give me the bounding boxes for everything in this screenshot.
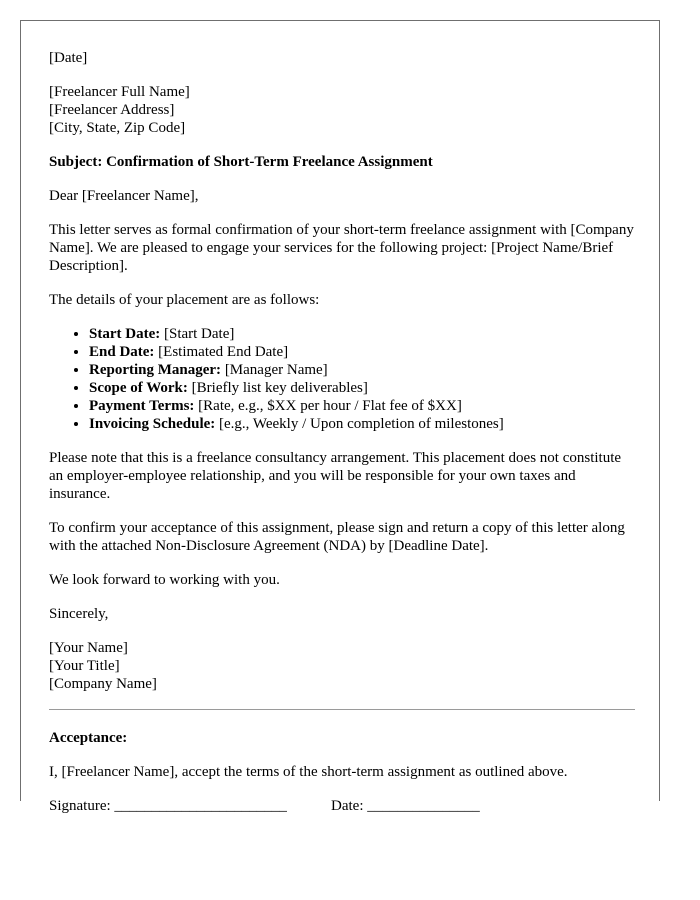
- sender-title: [Your Title]: [49, 658, 120, 674]
- sender-block: [49, 639, 635, 693]
- section-divider: [49, 709, 635, 710]
- term-value: [Start Date]: [160, 326, 235, 342]
- confirmation-paragraph: To confirm your acceptance of this assignment, please sign and return a copy of this letter along with the attached Non-Disclosure Agreement (NDA) by [Deadline Date].: [49, 520, 625, 554]
- details-intro: The details of your placement are as follows:: [49, 292, 320, 308]
- term-label: Start Date:: [89, 326, 161, 342]
- term-label: Payment Terms:: [89, 398, 195, 414]
- term-reporting-manager: [89, 361, 635, 379]
- term-value: [Manager Name]: [221, 362, 328, 378]
- recipient-name: [Freelancer Full Name]: [49, 84, 190, 100]
- term-end-date: [89, 343, 635, 361]
- acceptance-statement: I, [Freelancer Name], accept the terms of the short-term assignment as outlined above.: [49, 764, 568, 780]
- date-label: Date: _______________: [331, 798, 480, 814]
- sign-off: Sincerely,: [49, 606, 109, 622]
- letter-date: [Date]: [49, 50, 88, 66]
- signature-label: Signature: _______________________: [49, 798, 287, 814]
- recipient-city-state-zip: [City, State, Zip Code]: [49, 120, 186, 136]
- term-value: [Rate, e.g., $XX per hour / Flat fee of $XX]: [194, 398, 462, 414]
- sender-name: [Your Name]: [49, 640, 128, 656]
- signature-row: [49, 797, 635, 815]
- sender-company: [Company Name]: [49, 676, 157, 692]
- term-label: Reporting Manager:: [89, 362, 222, 378]
- term-label: Scope of Work:: [89, 380, 188, 396]
- letter-body: [49, 49, 635, 815]
- term-scope-of-work: [89, 379, 635, 397]
- acceptance-heading: Acceptance:: [49, 730, 128, 746]
- placement-terms-list: [49, 325, 635, 433]
- term-label: End Date:: [89, 344, 155, 360]
- term-value: [Briefly list key deliverables]: [187, 380, 368, 396]
- term-value: [Estimated End Date]: [154, 344, 289, 360]
- freelance-note-paragraph: Please note that this is a freelance consultancy arrangement. This placement does not constitute an employer-employee relationship, and you will be responsible for your own taxes and insurance.: [49, 450, 622, 502]
- term-label: Invoicing Schedule:: [89, 416, 216, 432]
- recipient-address: [Freelancer Address]: [49, 102, 175, 118]
- recipient-address-block: [49, 83, 635, 137]
- term-value: [e.g., Weekly / Upon completion of milestones]: [215, 416, 504, 432]
- term-payment-terms: [89, 397, 635, 415]
- closing-line: We look forward to working with you.: [49, 572, 280, 588]
- term-invoicing-schedule: [89, 415, 635, 433]
- intro-paragraph: This letter serves as formal confirmation of your short-term freelance assignment with [Company Name]. We are pleased to engage your services for the following project: [Project Name/Brief Description].: [49, 222, 634, 274]
- salutation: Dear [Freelancer Name],: [49, 188, 199, 204]
- term-start-date: [89, 325, 635, 343]
- letter-page: [20, 20, 660, 814]
- letter-subject: Subject: Confirmation of Short-Term Freelance Assignment: [49, 154, 433, 170]
